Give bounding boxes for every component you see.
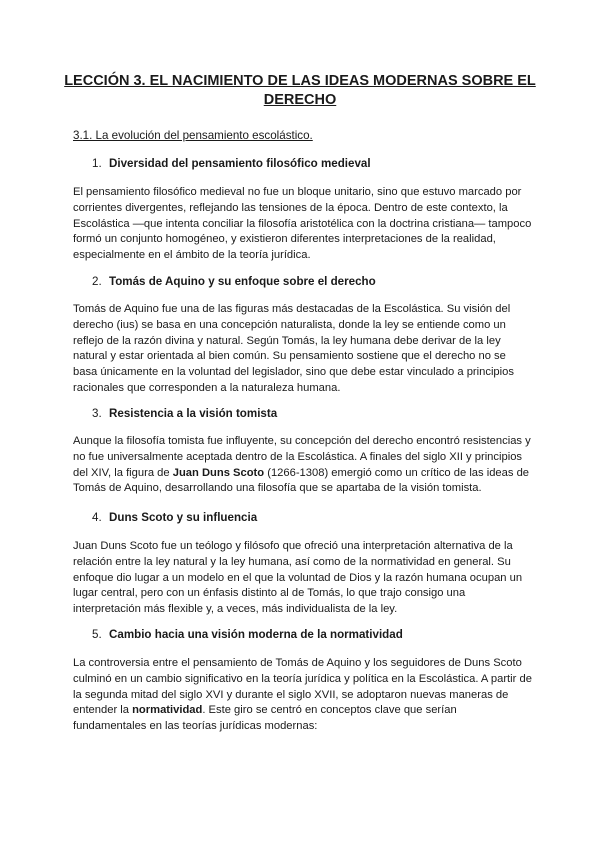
section-title: Tomás de Aquino y su enfoque sobre el derecho bbox=[109, 275, 376, 288]
section-heading-1 bbox=[92, 157, 371, 170]
emphasized-name: Juan Duns Scoto bbox=[172, 466, 265, 479]
subsection-heading: 3.1. La evolución del pensamiento escolástico. bbox=[73, 129, 313, 142]
section-number: 3. bbox=[92, 407, 102, 420]
section-paragraph-5 bbox=[73, 656, 533, 735]
paragraph-text: La controversia entre el pensamiento de Tomás de Aquino y los seguidores de Duns Scoto culminó en un cambio significativo en la teoría jurídica y política en la Escolástica. A partir de la segunda mitad del siglo XVI y durante el siglo XVII, se adoptaron nuevas maneras de entender la bbox=[73, 657, 532, 717]
section-title: Diversidad del pensamiento filosófico medieval bbox=[109, 157, 371, 170]
section-number: 1. bbox=[92, 157, 102, 170]
paragraph-text: Aunque la filosofía tomista fue influyente, su concepción del derecho encontró resistencias y no fue universalmente aceptada dentro de la Escolástica. A finales del siglo XII y principios del XIV, la figura de bbox=[73, 435, 531, 479]
section-heading-4 bbox=[92, 511, 257, 524]
section-heading-3 bbox=[92, 407, 277, 420]
section-paragraph-4: Juan Duns Scoto fue un teólogo y filósofo que ofreció una interpretación alternativa de la relación entre la ley natural y la ley humana, así como de la normatividad en general. Su enfoque dio lugar a un modelo en el que la voluntad de Dios y la razón humana ocupan un lugar central, pero con un énfasis distinto al de Tomás, lo que trajo consigo una interpretación más flexible y, a veces, más individualista de la ley. bbox=[73, 540, 523, 616]
section-paragraph-1: El pensamiento filosófico medieval no fue un bloque unitario, sino que estuvo marcado por corrientes divergentes, reflejando las tensiones de la época. Dentro de este contexto, la Escolástica —que intenta conciliar la filosofía aristotélica con la doctrina cristiana— tampoco formó un conjunto homogéneo, y existieron diferentes interpretaciones de la realidad, especialmente en el ámbito de la teoría jurídica. bbox=[73, 186, 532, 262]
section-title: Resistencia a la visión tomista bbox=[109, 407, 278, 420]
page-title: LECCIÓN 3. EL NACIMIENTO DE LAS IDEAS MODERNAS SOBRE EL DERECHO bbox=[64, 73, 536, 108]
section-number: 2. bbox=[92, 275, 102, 288]
section-title: Cambio hacia una visión moderna de la normatividad bbox=[109, 628, 403, 641]
section-number: 5. bbox=[92, 628, 102, 641]
section-heading-5 bbox=[92, 628, 403, 641]
paragraph-text: (1266-1308) emergió como un crítico de las ideas de Tomás de Aquino, desarrollando una filosofía que se apartaba de la visión tomista. bbox=[73, 466, 530, 495]
section-number: 4. bbox=[92, 511, 102, 524]
section-paragraph-3 bbox=[73, 434, 533, 497]
section-title: Duns Scoto y su influencia bbox=[109, 511, 258, 524]
section-paragraph-2: Tomás de Aquino fue una de las figuras más destacadas de la Escolástica. Su visión del derecho (ius) se basa en una concepción naturalista, donde la ley se entiende como un reflejo de la razón divina y natural. Según Tomás, la ley humana debe derivar de la ley natural y estar orientada al bien común. Su pensamiento sostiene que el derecho no se basa únicamente en la voluntad del legislador, sino que debe estar vinculado a principios racionales que corresponden a la naturaleza humana. bbox=[73, 303, 514, 394]
section-heading-2 bbox=[92, 275, 376, 288]
emphasized-term: normatividad bbox=[132, 704, 203, 717]
paragraph-text: . Este giro se centró en conceptos clave que serían fundamentales en las teorías jurídicas modernas: bbox=[73, 704, 457, 733]
